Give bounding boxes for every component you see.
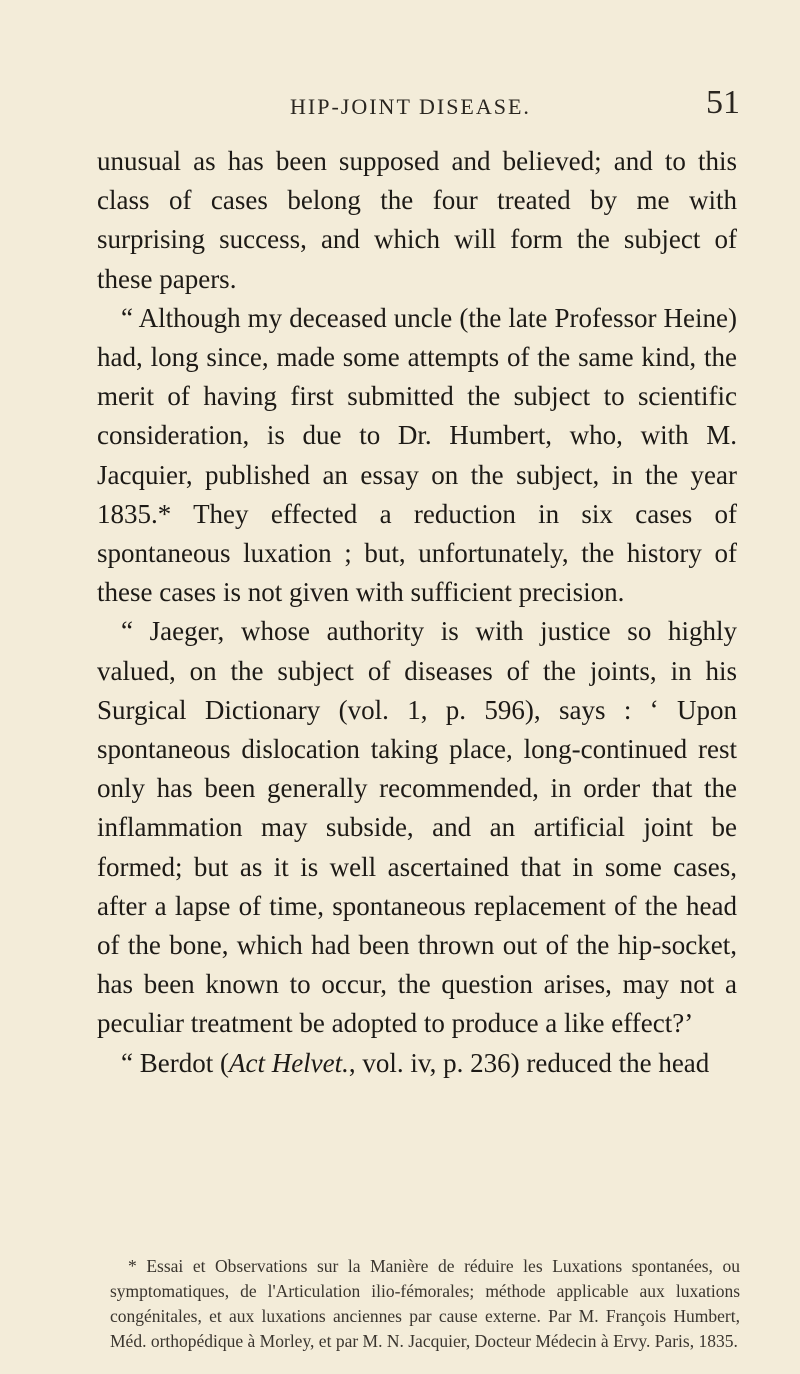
footnote-text: * Essai et Observations sur la Manière de réduire les Luxations spontanées, ou symptomatiques, de l'Articulation ilio-fémorales; méthode applicable aux luxations congénitales, et aux luxations anciennes par cause externe. Par M. François Humbert, Méd. orthopédique à Morley, et par M. N. Jacquier, Docteur Médecin à Ervy. Paris, 1835. [110, 1256, 740, 1351]
running-head [80, 84, 740, 128]
running-title: HIP-JOINT DISEASE. [290, 94, 531, 119]
footnote [110, 1254, 740, 1354]
page-number: 51 [706, 84, 740, 121]
paragraph-4-end: , vol. iv, p. 236) reduced the head [348, 1047, 710, 1078]
paragraph-4-start: “ Berdot ( [121, 1047, 229, 1078]
paragraph-4 [97, 1044, 737, 1083]
citation-italic: Act Helvet. [228, 1047, 349, 1078]
paragraph-1: unusual as has been supposed and believed; and to this class of cases belong the four treated by me with surprising success, and which will form the subject of these papers. [97, 146, 737, 294]
body-text [97, 142, 737, 1083]
paragraph-2: “ Although my deceased uncle (the late Professor Heine) had, long since, made some attempts of the same kind, the merit of having first submitted the subject to scientific consideration, is due to Dr. Humbert, who, with M. Jacquier, published an essay on the subject, in the year 1835.* They effected a reduction in six cases of spontaneous luxation ; but, unfortunately, the history of these cases is not given with sufficient precision. [97, 302, 737, 608]
paragraph-3: “ Jaeger, whose authority is with justice so highly valued, on the subject of diseases of the joints, in his Surgical Dictionary (vol. 1, p. 596), says : ‘ Upon spontaneous dislocation taking place, long-continued rest only has been generally recommended, in order that the inflammation may subside, and an artificial joint be formed; but as it is well ascertained that in some cases, after a lapse of time, spontaneous replacement of the head of the bone, which had been thrown out of the hip-socket, has been known to occur, the question arises, may not a peculiar treatment be adopted to produce a like effect?’ [97, 616, 737, 1039]
